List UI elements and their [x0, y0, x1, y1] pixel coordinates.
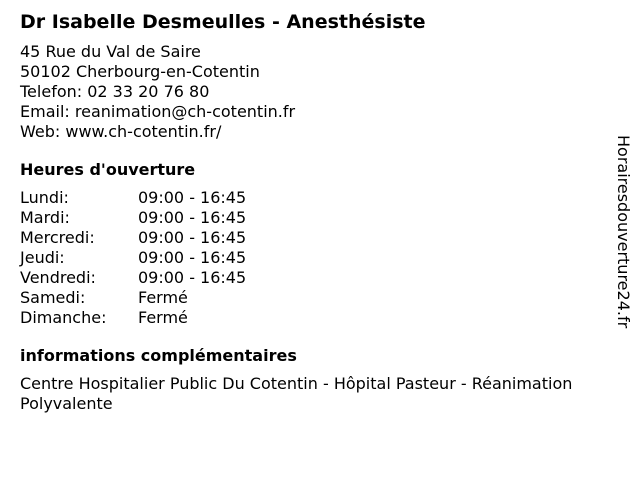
hours-day-label: Jeudi: — [20, 248, 65, 267]
hours-row-monday — [20, 188, 620, 208]
hours-time-value: 09:00 - 16:45 — [138, 228, 247, 247]
hours-time-value: 09:00 - 16:45 — [138, 248, 247, 267]
hours-row-tuesday — [20, 208, 620, 228]
street-address: 45 Rue du Val de Saire — [20, 42, 201, 61]
opening-hours-table — [20, 188, 620, 328]
hours-day-label: Vendredi: — [20, 268, 96, 287]
additional-info-heading: informations complémentaires — [20, 346, 297, 365]
hours-day-label: Lundi: — [20, 188, 69, 207]
web-line: Web: www.ch-cotentin.fr/ — [20, 122, 222, 141]
additional-info-text: Centre Hospitalier Public Du Cotentin - Hôpital Pasteur - Réanimation Polyvalente — [20, 374, 573, 413]
phone-line: Telefon: 02 33 20 76 80 — [20, 82, 210, 101]
hours-row-sunday — [20, 308, 620, 328]
hours-row-wednesday — [20, 228, 620, 248]
site-watermark: Horairesdouverture24.fr — [614, 135, 633, 329]
page-title: Dr Isabelle Desmeulles - Anesthésiste — [20, 11, 426, 33]
opening-hours-heading: Heures d'ouverture — [20, 160, 196, 179]
hours-row-thursday — [20, 248, 620, 268]
email-line: Email: reanimation@ch-cotentin.fr — [20, 102, 296, 121]
hours-day-label: Dimanche: — [20, 308, 107, 327]
city-postal: 50102 Cherbourg-en-Cotentin — [20, 62, 260, 81]
hours-day-label: Samedi: — [20, 288, 86, 307]
address-block — [20, 42, 620, 142]
hours-day-label: Mercredi: — [20, 228, 95, 247]
hours-time-value: 09:00 - 16:45 — [138, 188, 247, 207]
hours-time-value: 09:00 - 16:45 — [138, 208, 247, 227]
hours-row-friday — [20, 268, 620, 288]
hours-day-label: Mardi: — [20, 208, 70, 227]
hours-time-value: Fermé — [138, 308, 188, 327]
business-card — [20, 10, 620, 414]
hours-time-value: 09:00 - 16:45 — [138, 268, 247, 287]
hours-row-saturday — [20, 288, 620, 308]
hours-time-value: Fermé — [138, 288, 188, 307]
